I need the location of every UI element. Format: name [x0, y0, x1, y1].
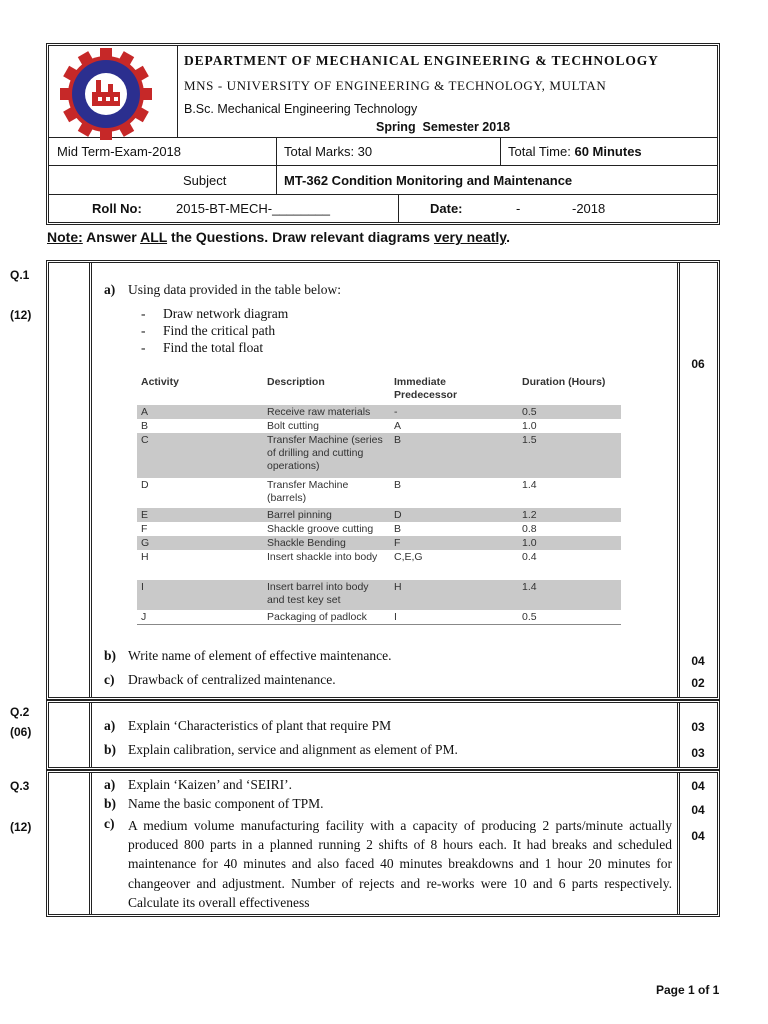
q1-b-text: Write name of element of effective maintenance. — [128, 648, 392, 663]
subject-value: MT-362 Condition Monitoring and Maintenance — [284, 173, 573, 188]
q3-b-marks: 04 — [691, 803, 705, 817]
q1-c-text: Drawback of centralized maintenance. — [128, 672, 336, 687]
q2-number: Q.2 — [10, 705, 30, 719]
bullet-dash: - — [141, 306, 146, 321]
university-name: MNS - UNIVERSITY OF ENGINEERING & TECHNOLOGY, MULTAN — [184, 78, 607, 93]
total-time-label: Total Time: — [508, 144, 575, 159]
note-text-2: the Questions. Draw relevant diagrams — [167, 229, 434, 245]
table-row: G Shackle Bending F 1.0 — [137, 536, 621, 550]
q3-a-text: Explain ‘Kaizen’ and ‘SEIRI’. — [128, 777, 292, 792]
q2-a-text: Explain ‘Characteristics of plant that require PM — [128, 718, 392, 733]
bullet-dash: - — [141, 340, 146, 355]
question-2-box — [46, 700, 720, 770]
q1-bullet-2: Find the critical path — [163, 323, 276, 338]
subject-label: Subject — [183, 173, 227, 188]
table-row: I Insert barrel into body and test key set H 1.4 — [137, 580, 621, 610]
q3-c-marks: 04 — [691, 829, 705, 843]
q3-c-label: c) — [104, 816, 115, 831]
note-all: ALL — [140, 229, 168, 245]
q3-c-text: A medium volume manufacturing facility with a capacity of producing 2 parts/minute actually produced 800 parts in a planned running 2 shifts of 8 hours each. It had breaks and scheduled maintenance for 40 minutes and also faced 40 minutes breakdowns and 1 hour 20 minutes for changeover and adjustment. Number of rejects and re-works were 10 and 6 parts respectively. Calculate its overall effectiveness — [128, 818, 672, 910]
q3-b-text: Name the basic component of TPM. — [128, 796, 324, 811]
q3-total-marks: (12) — [10, 820, 32, 834]
q1-bullet-1: Draw network diagram — [163, 306, 289, 321]
th-description: Description — [267, 376, 325, 388]
q3-b-label: b) — [104, 796, 117, 811]
date-dash: - — [516, 201, 521, 216]
q3-a-label: a) — [104, 777, 116, 792]
date-year: -2018 — [572, 201, 606, 216]
note-label: Note: — [47, 229, 83, 245]
q1-total-marks: (12) — [10, 308, 32, 322]
q2-b-label: b) — [104, 742, 117, 757]
q1-b-label: b) — [104, 648, 117, 663]
note-neatly: very neatly — [433, 229, 507, 245]
q1-c-marks: 02 — [691, 676, 705, 690]
q2-total-marks: (06) — [10, 725, 32, 739]
q2-b-marks: 03 — [691, 746, 705, 760]
table-row: J Packaging of padlock I 0.5 — [137, 610, 621, 625]
bullet-dash: - — [141, 323, 146, 338]
q2-b-text: Explain calibration, service and alignment as element of PM. — [128, 742, 458, 757]
exam-note — [47, 229, 510, 245]
table-row: B Bolt cutting A 1.0 — [141, 420, 537, 432]
table-row: D Transfer Machine (barrels) B 1.4 — [141, 479, 537, 504]
q3-number: Q.3 — [10, 779, 30, 793]
note-end: . — [506, 229, 510, 245]
q1-b-marks: 04 — [691, 654, 705, 668]
date-label: Date: — [430, 201, 463, 216]
q2-a-marks: 03 — [691, 720, 705, 734]
table-row: A Receive raw materials - 0.5 — [137, 405, 621, 419]
q1-a-text: Using data provided in the table below: — [128, 282, 341, 297]
table-row: E Barrel pinning D 1.2 — [137, 508, 621, 522]
note-text-1: Answer — [82, 229, 141, 245]
th-predecessor: Immediate Predecessor — [394, 376, 458, 401]
q1-a-marks: 06 — [691, 357, 705, 371]
total-time — [508, 144, 642, 159]
table-row: F Shackle groove cutting B 0.8 — [141, 523, 537, 535]
q1-number: Q.1 — [10, 268, 30, 282]
table-row: C Transfer Machine (series of drilling and cutting operations) B 1.5 — [137, 433, 621, 478]
q1-c-label: c) — [104, 672, 115, 687]
roll-value: 2015-BT-MECH-________ — [176, 201, 330, 216]
total-marks: Total Marks: 30 — [284, 144, 373, 159]
q1-bullet-3: Find the total float — [163, 340, 264, 355]
q1-a-label: a) — [104, 282, 116, 297]
department-title: DEPARTMENT OF MECHANICAL ENGINEERING & TECHNOLOGY — [184, 53, 659, 68]
q3-a-marks: 04 — [691, 779, 705, 793]
program-name: B.Sc. Mechanical Engineering Technology — [184, 102, 418, 116]
q2-a-label: a) — [104, 718, 116, 733]
th-duration: Duration (Hours) — [522, 376, 606, 388]
exam-name: Mid Term-Exam-2018 — [57, 144, 182, 159]
roll-label: Roll No: — [92, 201, 142, 216]
total-time-value: 60 Minutes — [574, 144, 642, 159]
university-logo — [58, 48, 154, 140]
semester: Spring Semester 2018 — [376, 120, 511, 134]
page-number: Page 1 of 1 — [656, 983, 720, 997]
table-row: H Insert shackle into body C,E,G 0.4 — [141, 551, 537, 563]
th-activity: Activity — [141, 376, 179, 388]
